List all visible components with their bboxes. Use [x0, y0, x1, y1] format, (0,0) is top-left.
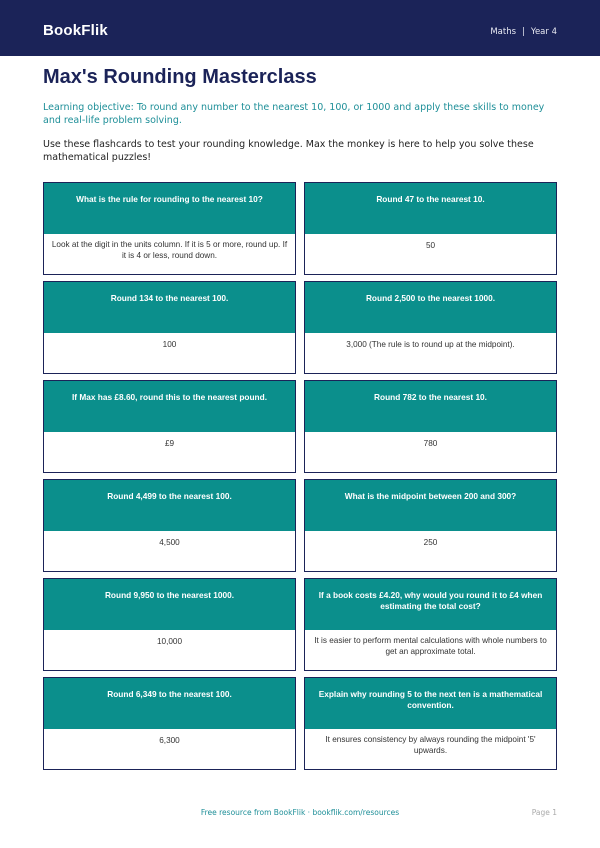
flashcard	[304, 677, 557, 770]
flashcard-answer: 3,000 (The rule is to round up at the midpoint).	[346, 340, 515, 349]
flashcard	[304, 479, 557, 572]
flashcard	[43, 677, 296, 770]
flashcard-question: Round 134 to the nearest 100.	[44, 282, 295, 333]
flashcard-answer: It ensures consistency by always rounding the midpoint '5' upwards.	[325, 735, 536, 755]
intro-text: Use these flashcards to test your rounding knowledge. Max the monkey is here to help you solve these mathematical puzzles!	[43, 139, 534, 163]
flashcard-answer: 250	[423, 538, 438, 547]
learning-objective: Learning objective: To round any number to the nearest 10, 100, or 1000 and apply these skills to money and real-life problem solving.	[43, 102, 545, 126]
flashcard-answer: £9	[164, 439, 175, 448]
flashcard-question: Round 782 to the nearest 10.	[305, 381, 556, 432]
flashcard	[304, 578, 557, 671]
page-header	[0, 0, 600, 56]
flashcard	[43, 380, 296, 473]
flashcard-answer: 6,300	[159, 736, 180, 745]
flashcard	[43, 578, 296, 671]
flashcard	[304, 281, 557, 374]
footer-resource-link[interactable]: Free resource from BookFlik · bookflik.com/resources	[200, 808, 400, 817]
flashcard-answer: 4,500	[159, 538, 180, 547]
flashcard-question: If a book costs £4.20, why would you round it to £4 when estimating the total cost?	[305, 579, 556, 630]
flashcard-answer: 780	[423, 439, 438, 448]
page-footer	[0, 808, 600, 820]
page-title: Max's Rounding Masterclass	[43, 66, 317, 88]
flashcard-question: Round 2,500 to the nearest 1000.	[305, 282, 556, 333]
year-label: Year 4	[530, 27, 557, 37]
flashcard-answer: Look at the digit in the units column. If it is 5 or more, round up. If it is 4 or less, round down.	[51, 240, 288, 260]
flashcard	[304, 380, 557, 473]
flashcard-question: Round 47 to the nearest 10.	[305, 183, 556, 234]
flashcard-question: If Max has £8.60, round this to the nearest pound.	[44, 381, 295, 432]
subject-label: Maths	[490, 27, 517, 37]
flashcard	[304, 182, 557, 275]
flashcard-answer: 100	[162, 340, 177, 349]
flashcard-question: Round 9,950 to the nearest 1000.	[44, 579, 295, 630]
flashcard-question: What is the rule for rounding to the nearest 10?	[44, 183, 295, 234]
page-number: Page 1	[531, 808, 557, 817]
flashcard	[43, 281, 296, 374]
flashcard-question: Round 6,349 to the nearest 100.	[44, 678, 295, 729]
flashcard-question: Explain why rounding 5 to the next ten is a mathematical convention.	[305, 678, 556, 729]
flashcard-answer: 10,000	[156, 637, 183, 646]
flashcard-grid	[43, 182, 557, 770]
flashcard	[43, 479, 296, 572]
flashcard-question: What is the midpoint between 200 and 300?	[305, 480, 556, 531]
flashcard-question: Round 4,499 to the nearest 100.	[44, 480, 295, 531]
subject-breadcrumb	[490, 26, 557, 38]
flashcard-answer: It is easier to perform mental calculations with whole numbers to get an approximate total.	[314, 636, 547, 656]
breadcrumb-separator: |	[522, 27, 525, 37]
flashcard-answer: 50	[425, 241, 436, 250]
flashcard	[43, 182, 296, 275]
brand-logo-text[interactable]: BookFlik	[43, 22, 108, 39]
